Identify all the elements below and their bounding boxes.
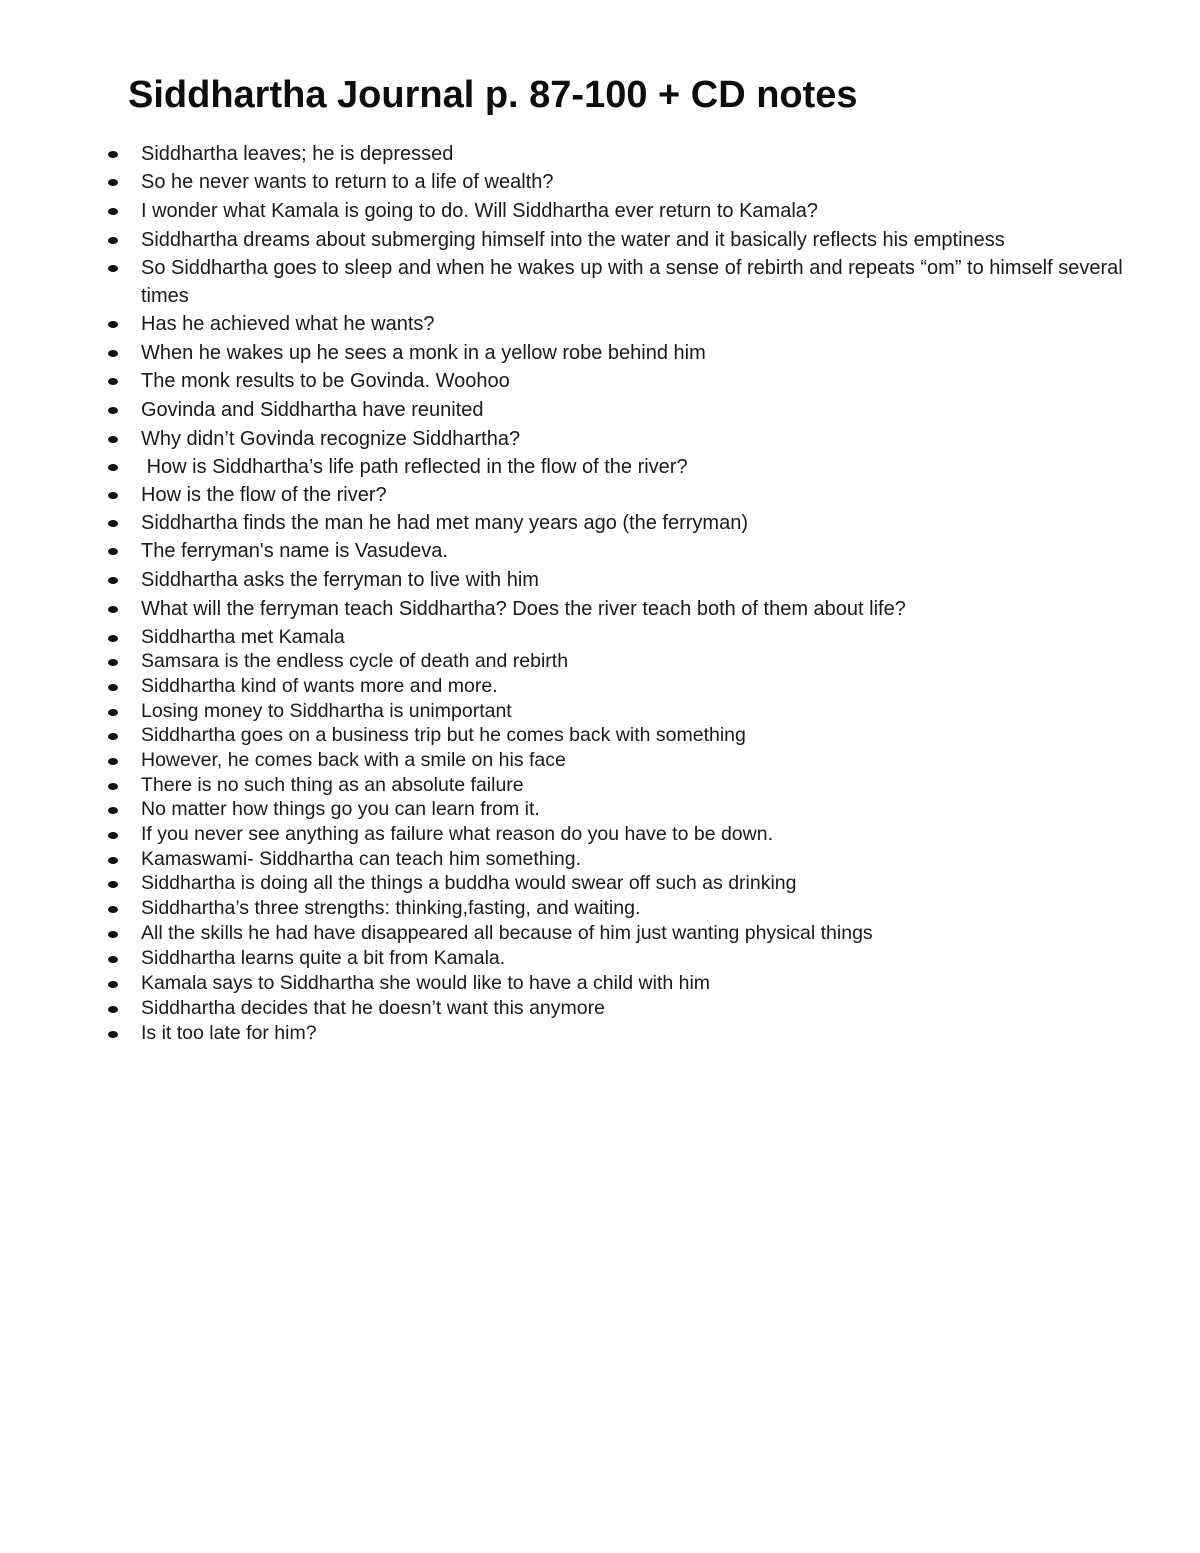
- list-item-text: Siddhartha decides that he doesn’t want this anymore: [141, 997, 605, 1019]
- list-item-text: Losing money to Siddhartha is unimportant: [141, 700, 512, 722]
- list-item-text: Kamaswami- Siddhartha can teach him something.: [141, 848, 582, 870]
- bullet-icon: [108, 350, 118, 357]
- list-item-text: Siddhartha goes on a business trip but he comes back with something: [141, 724, 746, 746]
- bullet-icon: [108, 659, 118, 666]
- list-item-text: Siddhartha learns quite a bit from Kamala.: [141, 947, 506, 969]
- bullet-icon: [108, 577, 118, 584]
- list-item-text: How is the flow of the river?: [141, 484, 387, 506]
- list-item-text: There is no such thing as an absolute failure: [141, 774, 524, 796]
- list-item-text: However, he comes back with a smile on his face: [141, 749, 566, 771]
- list-item-text: The monk results to be Govinda. Woohoo: [141, 370, 510, 392]
- list-item-text: Siddhartha finds the man he had met many years ago (the ferryman): [141, 512, 748, 534]
- list-item-text: Siddhartha kind of wants more and more.: [141, 675, 498, 697]
- list-item-text: How is Siddhartha’s life path reflected in the flow of the river?: [141, 456, 688, 478]
- bullet-icon: [108, 407, 118, 414]
- list-item-text: Siddhartha leaves; he is depressed: [141, 143, 454, 165]
- bullet-icon: [108, 378, 118, 385]
- bullet-icon: [108, 906, 118, 913]
- list-item-text: Is it too late for him?: [141, 1022, 317, 1044]
- list-item-text: Has he achieved what he wants?: [141, 313, 435, 335]
- bullet-icon: [108, 1006, 118, 1013]
- bullet-icon: [108, 758, 118, 765]
- bullet-icon: [108, 548, 118, 555]
- list-item-text: No matter how things go you can learn from it.: [141, 798, 540, 820]
- bullet-icon: [108, 709, 118, 716]
- bullet-icon: [108, 492, 118, 499]
- list-item-text: If you never see anything as failure what reason do you have to be down.: [141, 823, 773, 845]
- list-item-text: Why didn’t Govinda recognize Siddhartha?: [141, 428, 521, 450]
- bullet-icon: [108, 733, 118, 740]
- bullet-icon: [108, 237, 118, 244]
- list-item-text: Kamala says to Siddhartha she would like to have a child with him: [141, 972, 711, 994]
- list-item-text: Siddhartha asks the ferryman to live with him: [141, 569, 539, 591]
- bullet-icon: [108, 881, 118, 888]
- bullet-icon: [108, 857, 118, 864]
- bullet-icon: [108, 321, 118, 328]
- bullet-icon: [108, 783, 118, 790]
- list-item-text: The ferryman's name is Vasudeva.: [141, 540, 448, 562]
- page-title: Siddhartha Journal p. 87-100 + CD notes: [128, 74, 858, 116]
- bullet-icon: [108, 179, 118, 186]
- bullet-icon: [108, 1031, 118, 1038]
- bullet-icon: [108, 981, 118, 988]
- list-item-text: Siddhartha is doing all the things a buddha would swear off such as drinking: [141, 872, 797, 894]
- bullet-icon: [108, 956, 118, 963]
- bullet-icon: [108, 684, 118, 691]
- bullet-icon: [108, 265, 118, 272]
- bullet-icon: [108, 151, 118, 158]
- bullet-icon: [108, 832, 118, 839]
- bullet-icon: [108, 606, 118, 613]
- list-item-text: Samsara is the endless cycle of death and rebirth: [141, 650, 569, 672]
- bullet-icon: [108, 520, 118, 527]
- list-item-text: Govinda and Siddhartha have reunited: [141, 399, 484, 421]
- list-item-text: Siddhartha met Kamala: [141, 626, 345, 648]
- list-item-text: So Siddhartha goes to sleep and when he wakes up with a sense of rebirth and repeats “om” to himself several times: [141, 257, 1129, 307]
- list-item-text: Siddhartha dreams about submerging himself into the water and it basically reflects his emptiness: [141, 229, 1005, 251]
- list-item-text: So he never wants to return to a life of wealth?: [141, 171, 554, 193]
- bullet-icon: [108, 208, 118, 215]
- bullet-icon: [108, 436, 118, 443]
- list-item-text: When he wakes up he sees a monk in a yellow robe behind him: [141, 342, 706, 364]
- list-item-text: What will the ferryman teach Siddhartha? Does the river teach both of them about life?: [141, 598, 906, 620]
- list-item-text: I wonder what Kamala is going to do. Will Siddhartha ever return to Kamala?: [141, 200, 819, 222]
- bullet-icon: [108, 931, 118, 938]
- bullet-icon: [108, 807, 118, 814]
- bullet-icon: [108, 635, 118, 642]
- list-item-text: Siddhartha’s three strengths: thinking,fasting, and waiting.: [141, 897, 641, 919]
- list-item-text: All the skills he had have disappeared all because of him just wanting physical things: [141, 922, 873, 944]
- bullet-icon: [108, 464, 118, 471]
